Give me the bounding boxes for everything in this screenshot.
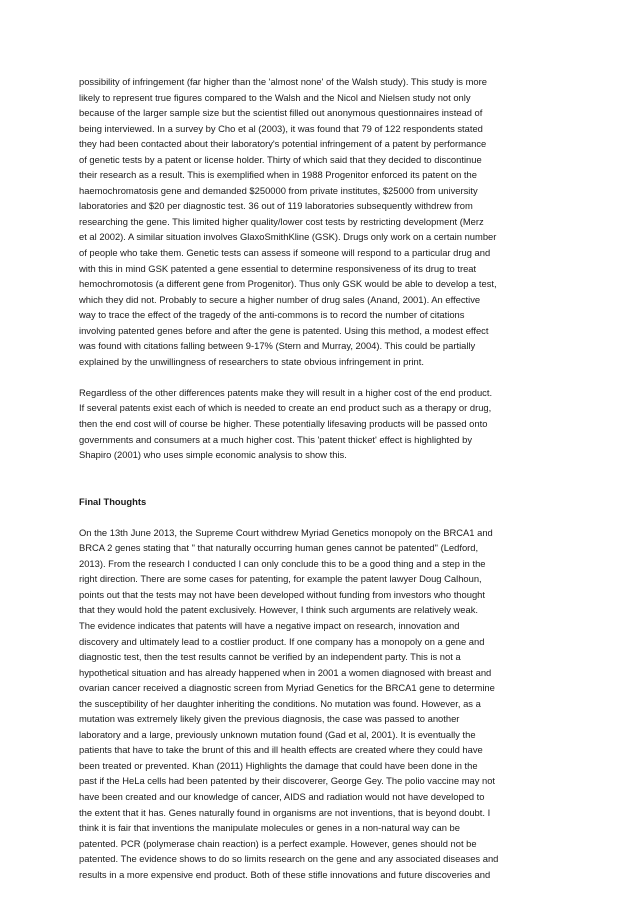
text-line: then the end cost will of course be higher. These potentially lifesaving products will be passed onto — [79, 417, 488, 429]
text-line: BRCA 2 genes stating that " that naturally occurring human genes cannot be patented" (Ledford, — [79, 542, 479, 554]
section-heading: Final Thoughts — [79, 495, 147, 507]
text-line: haemochromatosis gene and demanded $250000 from private institutes, $25000 from university — [79, 184, 478, 196]
text-line: with this in mind GSK patented a gene essential to determine responsiveness of its drug to treat — [79, 262, 477, 274]
text-line: governments and consumers at a much higher cost. This 'patent thicket' effect is highlighted by — [79, 433, 473, 445]
text-line: hemochromotosis (a different gene from Progenitor). Thus only GSK would be able to develop a test, — [79, 278, 497, 290]
paragraph-final-thoughts — [79, 525, 561, 883]
text-line: the extent that it has. Genes naturally found in organisms are not inventions, that is beyond doubt. I — [79, 806, 491, 818]
text-line: results in a more expensive end product. Both of these stifle innovations and future discoveries and — [79, 868, 491, 880]
text-line: discovery and ultimately lead to a costlier product. If one company has a monopoly on a gene and — [79, 635, 485, 647]
text-line: explained by the unwillingness of researchers to state obvious infringement in print. — [79, 355, 424, 367]
text-line: patients that have to take the brunt of this and ill health effects are created where they could have — [79, 744, 483, 756]
text-line: laboratory and a large, previously unknown mutation found (Gad et al, 2001). It is eventually the — [79, 728, 476, 740]
text-line: laboratories and $20 per diagnostic test. 36 out of 119 laboratories subsequently withdrew from — [79, 200, 473, 212]
text-line: If several patents exist each of which is needed to create an end product such as a therapy or drug, — [79, 402, 492, 414]
text-line: was found with citations falling between 9-17% (Stern and Murray, 2004). This could be partially — [79, 340, 476, 352]
text-line: mutation was extremely likely given the previous diagnosis, the case was passed to another — [79, 713, 460, 725]
text-line: have been created and our knowledge of cancer, AIDS and radiation would not have developed to — [79, 790, 485, 802]
text-line: of people who take them. Genetic tests can assess if someone will respond to a particular drug and — [79, 247, 491, 259]
text-line: involving patented genes before and after the gene is patented. Using this method, a modest effect — [79, 324, 489, 336]
text-line: which they did not. Probably to secure a higher number of drug sales (Anand, 2001). An effective — [79, 293, 481, 305]
text-line: The evidence indicates that patents will have a negative impact on research, innovation and — [79, 619, 460, 631]
text-line: Regardless of the other differences patents make they will result in a higher cost of the end product. — [79, 386, 493, 398]
text-line: possibility of infringement (far higher than the 'almost none' of the Walsh study). This study is more — [79, 76, 487, 87]
section-gap — [79, 478, 561, 494]
text-line: way to trace the effect of the tragedy of the anti-commons is to record the number of citations — [79, 309, 465, 321]
document-body — [79, 74, 561, 898]
text-line: that they would hold the patent exclusively. However, I think such arguments are relatively weak. — [79, 604, 478, 616]
text-line: their research as a result. This is exemplified when in 1988 Progenitor enforced its patent on the — [79, 169, 477, 181]
paragraph-patent-thicket — [79, 385, 561, 463]
text-line: likely to represent true figures compared to the Walsh and the Nicol and Nielsen study not only — [79, 91, 471, 103]
text-line: think it is fair that inventions the manipulate molecules or genes in a non-natural way can be — [79, 822, 460, 834]
text-line: because of the larger sample size but the scientist filled out anonymous questionnaires instead of — [79, 107, 483, 119]
text-line: patented. PCR (polymerase chain reaction) is a perfect example. However, genes should not be — [79, 837, 477, 849]
text-line: the susceptibility of her daughter inheriting the conditions. No mutation was found. However, as a — [79, 697, 481, 709]
text-line: patented. The evidence shows to do so limits research on the gene and any associated diseases and — [79, 853, 499, 865]
text-line: being interviewed. In a survey by Cho et al (2003), it was found that 79 of 122 respondents stated — [79, 122, 483, 134]
text-line: been treated or prevented. Khan (2011) Highlights the damage that could have been done in the — [79, 759, 478, 771]
text-line: points out that the tests may not have been developed without funding from investors who thought — [79, 588, 485, 600]
text-line: 2013). From the research I conducted I can only conclude this to be a good thing and a step in the — [79, 557, 486, 569]
text-line: On the 13th June 2013, the Supreme Court withdrew Myriad Genetics monopoly on the BRCA1 and — [79, 526, 493, 538]
text-line: ovarian cancer received a diagnostic screen from Myriad Genetics for the BRCA1 gene to determine — [79, 682, 495, 694]
text-line: of genetic tests by a patent or license holder. Thirty of which said that they decided to discontinue — [79, 153, 482, 165]
text-line: et al 2002). A similar situation involves GlaxoSmithKline (GSK). Drugs only work on a certain number — [79, 231, 497, 243]
text-line: right direction. There are some cases for patenting, for example the patent lawyer Doug Calhoun, — [79, 573, 482, 585]
text-line: hypothetical situation and has already happened when in 2001 a women diagnosed with breast and — [79, 666, 492, 678]
text-line: past if the HeLa cells had been patented by their discoverer, George Gey. The polio vaccine may not — [79, 775, 496, 787]
paragraph-patent-infringement — [79, 74, 561, 369]
text-line: researching the gene. This limited higher quality/lower cost tests by restricting development (Merz — [79, 215, 484, 227]
text-line: they had been contacted about their laboratory's potential infringement of a patent by performance — [79, 138, 487, 150]
text-line: diagnostic test, then the test results cannot be verified by an independent party. This is not a — [79, 651, 461, 663]
text-line: Shapiro (2001) who uses simple economic analysis to show this. — [79, 449, 347, 461]
